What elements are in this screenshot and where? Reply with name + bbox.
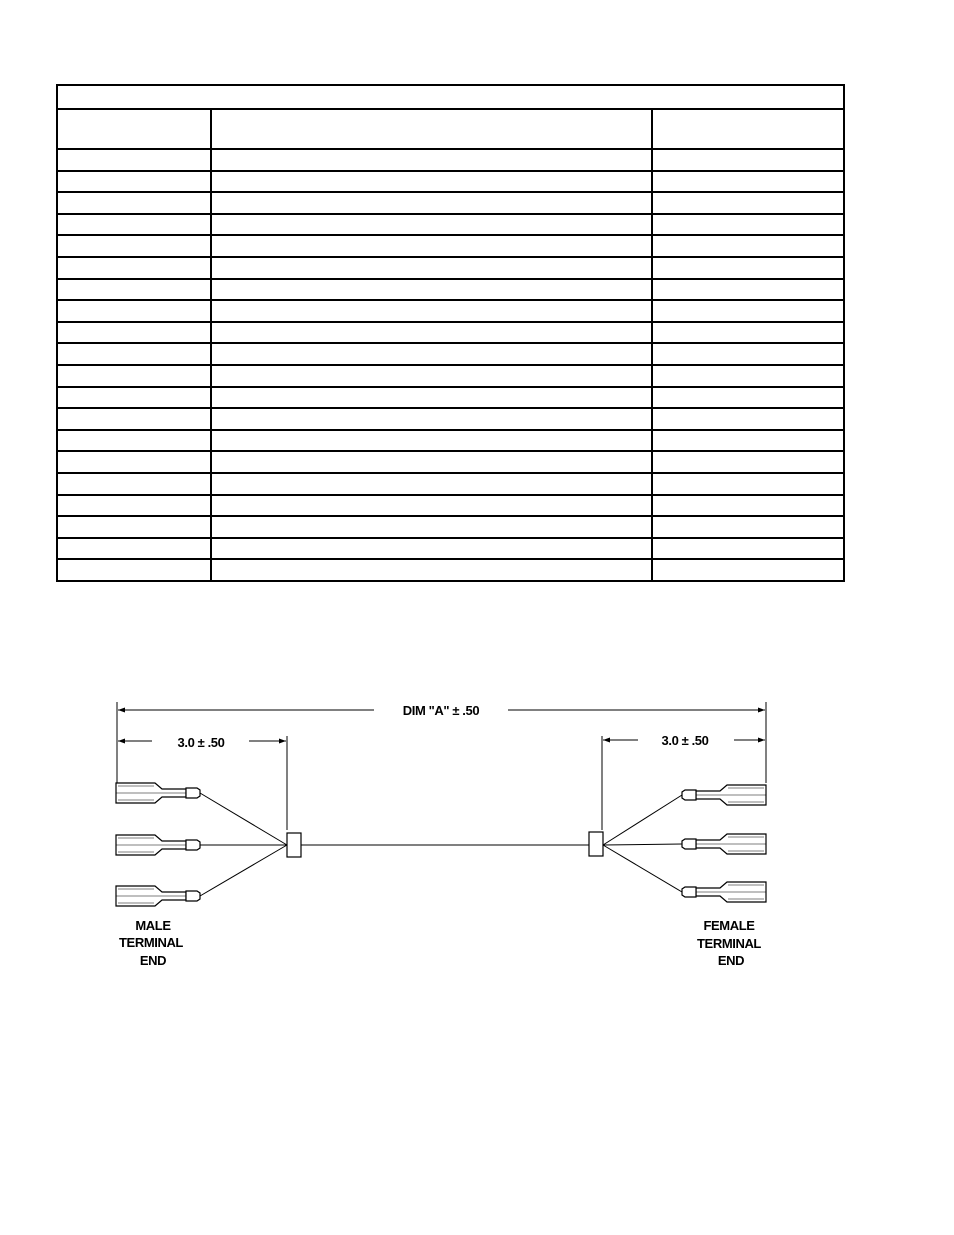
table-cell [652, 279, 844, 301]
table-cell [57, 343, 211, 365]
column-header-1 [57, 109, 211, 149]
table-row [57, 171, 844, 193]
svg-text:FEMALE: FEMALE [703, 918, 755, 933]
table-cell [652, 322, 844, 344]
male-terminal-middle [116, 835, 200, 855]
table-cell [652, 559, 844, 581]
table-row [57, 192, 844, 214]
table-cell [57, 451, 211, 473]
table-cell [652, 171, 844, 193]
table-cell [57, 192, 211, 214]
table-row [57, 343, 844, 365]
female-terminal-middle [682, 834, 766, 854]
table-cell [652, 300, 844, 322]
table-row [57, 430, 844, 452]
female-terminals [682, 785, 766, 902]
table-cell [57, 538, 211, 560]
table-cell [211, 257, 652, 279]
table-row [57, 538, 844, 560]
svg-text:END: END [717, 953, 745, 968]
table-row [57, 149, 844, 171]
table-body [57, 85, 844, 581]
table-cell [652, 430, 844, 452]
svg-text:TERMINAL: TERMINAL [697, 936, 761, 951]
table-cell [211, 365, 652, 387]
table-cell [57, 430, 211, 452]
table-cell [652, 343, 844, 365]
column-header-3 [652, 109, 844, 149]
table-row [57, 451, 844, 473]
wires [200, 793, 682, 896]
table-cell [211, 473, 652, 495]
table-cell [57, 387, 211, 409]
female-terminal-end-label [697, 918, 761, 968]
table-cell [57, 149, 211, 171]
female-terminal-bottom [682, 882, 766, 902]
table-cell [211, 343, 652, 365]
right-dimension [602, 733, 765, 830]
column-header-2 [211, 109, 652, 149]
left-splice [287, 833, 301, 857]
table-cell [57, 365, 211, 387]
table-cell [211, 430, 652, 452]
table-cell [211, 322, 652, 344]
table-row [57, 473, 844, 495]
table-cell [652, 473, 844, 495]
table-cell [211, 149, 652, 171]
table-cell [57, 279, 211, 301]
svg-text:END: END [139, 953, 167, 968]
table-cell [652, 192, 844, 214]
overall-dimension-label: DIM "A" ± .50 [402, 703, 480, 718]
table-cell [652, 387, 844, 409]
wire-harness-diagram [0, 640, 954, 980]
table-cell [652, 495, 844, 517]
table-cell [652, 235, 844, 257]
table-cell [57, 516, 211, 538]
table-cell [57, 495, 211, 517]
male-terminal-end-label [119, 918, 183, 968]
table-cell [57, 171, 211, 193]
female-terminal-top [682, 785, 766, 805]
table-cell [57, 235, 211, 257]
table-row [57, 516, 844, 538]
table-row [57, 365, 844, 387]
table-row [57, 257, 844, 279]
table-cell [211, 538, 652, 560]
table-cell [57, 257, 211, 279]
table-cell [652, 149, 844, 171]
table-cell [652, 365, 844, 387]
left-dimension-label: 3.0 ± .50 [177, 735, 225, 750]
table-cell [211, 171, 652, 193]
table-cell [57, 408, 211, 430]
table-cell [652, 538, 844, 560]
table-header-row [57, 109, 844, 149]
table-cell [211, 192, 652, 214]
svg-text:MALE: MALE [135, 918, 171, 933]
table-cell [211, 516, 652, 538]
table-cell [211, 300, 652, 322]
table-row [57, 559, 844, 581]
male-terminal-top [116, 783, 200, 803]
table-cell [211, 495, 652, 517]
table-cell [211, 451, 652, 473]
table-cell [211, 387, 652, 409]
table-row [57, 408, 844, 430]
wire-length-table [56, 84, 845, 582]
table-title [57, 85, 844, 109]
table-cell [57, 473, 211, 495]
table-cell [211, 279, 652, 301]
table-row [57, 387, 844, 409]
table-row [57, 300, 844, 322]
table-cell [652, 516, 844, 538]
table-cell [57, 214, 211, 236]
table-cell [211, 408, 652, 430]
table-row [57, 214, 844, 236]
table-cell [57, 300, 211, 322]
table-cell [57, 322, 211, 344]
table-cell [211, 235, 652, 257]
male-terminals [116, 783, 200, 906]
table-cell [211, 559, 652, 581]
right-dimension-label: 3.0 ± .50 [661, 733, 709, 748]
table-row [57, 279, 844, 301]
table-cell [652, 451, 844, 473]
table-row [57, 495, 844, 517]
table-cell [211, 214, 652, 236]
svg-text:TERMINAL: TERMINAL [119, 935, 183, 950]
table-row [57, 235, 844, 257]
table-cell [652, 214, 844, 236]
right-splice [589, 832, 603, 856]
male-terminal-bottom [116, 886, 200, 906]
table-cell [57, 559, 211, 581]
table-cell [652, 408, 844, 430]
table-title-row [57, 85, 844, 109]
table-row [57, 322, 844, 344]
table-cell [652, 257, 844, 279]
